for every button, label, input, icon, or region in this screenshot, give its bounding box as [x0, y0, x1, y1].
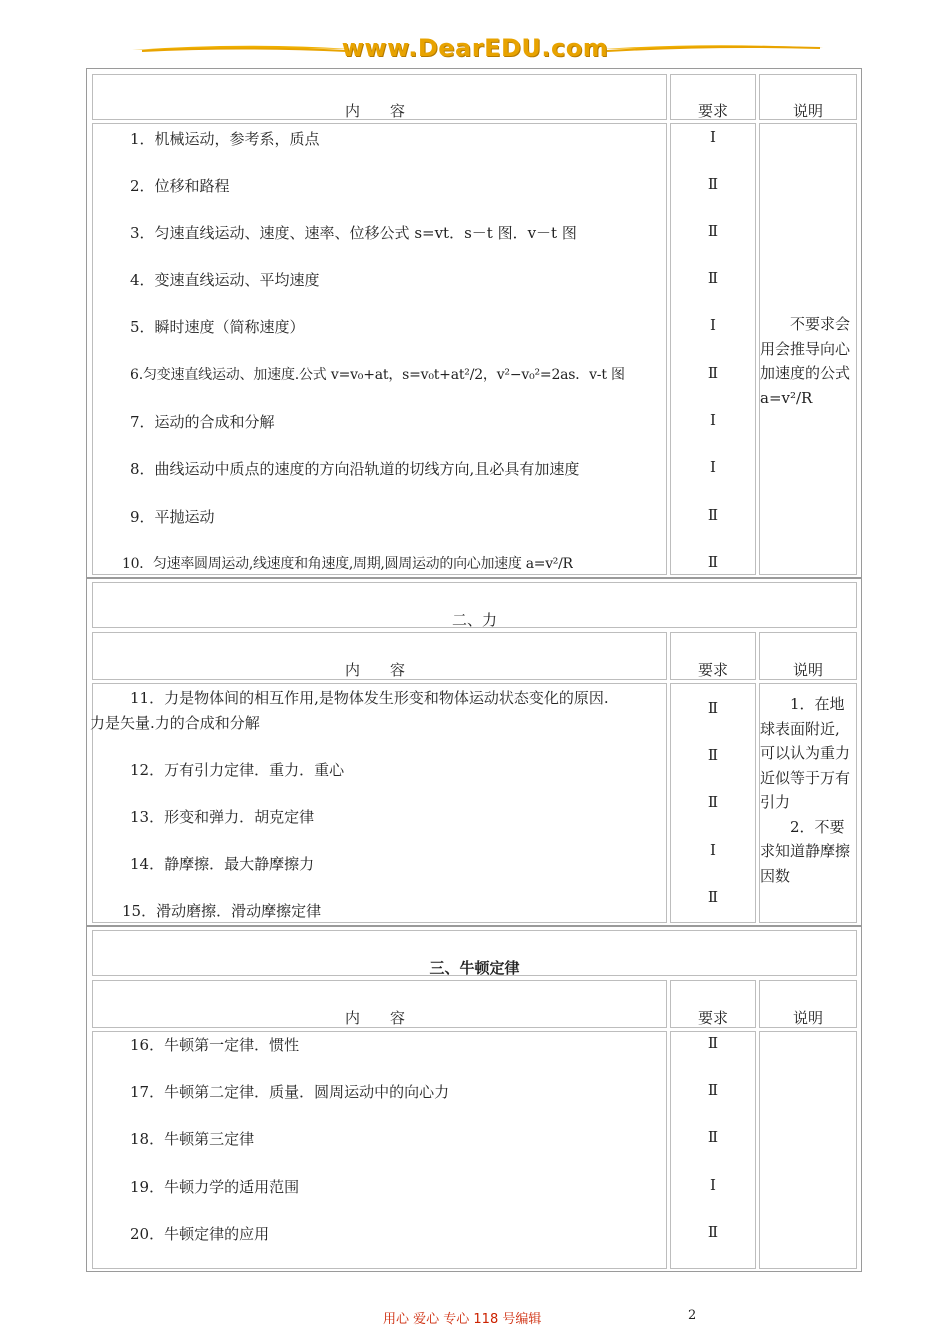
- header-content-cell: [92, 980, 667, 1028]
- list-item: 6.匀变速直线运动、加速度.公式 v=v₀+at，s=v₀t+at²/2，v²−v₀²=2as．v-t 图: [130, 367, 625, 383]
- note-text: [760, 312, 860, 410]
- note-line: 因数: [760, 866, 791, 885]
- requirement-level: Ⅱ: [707, 222, 719, 240]
- requirement-level: Ⅰ: [710, 316, 716, 334]
- requirement-level: Ⅰ: [710, 841, 716, 859]
- list-item: 7．运动的合成和分解: [130, 413, 275, 431]
- header-req-label: 要求: [698, 661, 729, 679]
- list-item: 16．牛顿第一定律．惯性: [130, 1036, 300, 1054]
- header-req-label: 要求: [698, 102, 729, 120]
- note-line: 用会推导向心: [760, 339, 851, 358]
- note-text: [760, 692, 862, 888]
- page-number: 2: [688, 1308, 697, 1323]
- header-req-cell: [670, 74, 756, 120]
- section-title: 二、力: [451, 611, 497, 629]
- note-line: 1．在地: [760, 695, 845, 713]
- list-item: 2．位移和路程: [130, 177, 230, 195]
- list-item: 19．牛顿力学的适用范围: [130, 1178, 300, 1196]
- requirement-level: Ⅱ: [707, 1223, 719, 1241]
- note-line: 球表面附近,: [760, 719, 840, 738]
- note-cell: [759, 1031, 857, 1269]
- section-title-cell: [92, 582, 857, 628]
- list-item: 12．万有引力定律．重力．重心: [130, 761, 345, 779]
- list-item: 5．瞬时速度（简称速度）: [130, 318, 305, 336]
- requirement-level: Ⅰ: [710, 411, 716, 429]
- requirement-level: Ⅱ: [707, 364, 719, 382]
- list-item: 15．滑动磨擦．滑动摩擦定律: [122, 902, 322, 920]
- list-item: 17．牛顿第二定律．质量．圆周运动中的向心力: [130, 1083, 450, 1101]
- list-item: 18．牛顿第三定律: [130, 1130, 255, 1148]
- header-note-cell: [759, 980, 857, 1028]
- note-line: 近似等于万有: [760, 768, 851, 787]
- note-line: 求知道静摩擦: [760, 842, 851, 860]
- note-line: 加速度的公式: [760, 364, 851, 382]
- note-line: 2．不要: [760, 817, 845, 836]
- list-item-continuation: 力是矢量.力的合成和分解: [90, 714, 260, 732]
- list-item: 1．机械运动，参考系，质点: [130, 130, 320, 148]
- requirement-level: Ⅱ: [707, 793, 719, 811]
- requirement-level: Ⅱ: [707, 1034, 719, 1052]
- requirement-level: Ⅱ: [707, 269, 719, 287]
- list-item: 9．平抛运动: [130, 508, 215, 526]
- list-item: 14．静摩擦．最大静摩擦力: [130, 855, 315, 873]
- list-item: 8．曲线运动中质点的速度的方向沿轨道的切线方向,且必具有加速度: [130, 460, 580, 478]
- note-line: 可以认为重力: [760, 744, 851, 762]
- list-item: 13．形变和弹力．胡克定律: [130, 808, 315, 826]
- note-line: 不要求会: [760, 315, 851, 333]
- requirement-level: Ⅱ: [707, 506, 719, 524]
- header-note-label: 说明: [793, 1009, 824, 1027]
- list-item: 4．变速直线运动、平均速度: [130, 271, 320, 289]
- header-content-label: 内 容: [345, 102, 406, 120]
- note-line: a=v²/R: [760, 388, 813, 407]
- requirement-level: Ⅱ: [707, 175, 719, 193]
- header-note-cell: [759, 632, 857, 680]
- header-req-label: 要求: [698, 1009, 729, 1027]
- header-content-label: 内 容: [345, 1009, 406, 1027]
- header-req-cell: [670, 980, 756, 1028]
- requirement-level: Ⅰ: [710, 1176, 716, 1194]
- list-item: 10．匀速率圆周运动,线速度和角速度,周期,圆周运动的向心加速度 a=v²/R: [122, 556, 573, 572]
- section-title-cell: [92, 930, 857, 976]
- swoosh-right-decoration: [602, 42, 824, 56]
- header-content-label: 内 容: [345, 661, 406, 679]
- editor-credit: 用心 爱心 专心 118 号编辑: [383, 1312, 542, 1327]
- header-content-cell: [92, 74, 667, 120]
- list-item: 3．匀速直线运动、速度、速率、位移公式 s=vt．s－t 图．v－t 图: [130, 224, 577, 242]
- requirement-level: Ⅰ: [710, 128, 716, 146]
- requirement-level: Ⅱ: [707, 888, 719, 906]
- requirement-level: Ⅱ: [707, 746, 719, 764]
- header-content-cell: [92, 632, 667, 680]
- header-note-label: 说明: [793, 661, 824, 679]
- requirement-level: Ⅱ: [707, 1128, 719, 1146]
- header-note-cell: [759, 74, 857, 120]
- requirement-level: Ⅱ: [707, 553, 719, 571]
- note-line: 引力: [760, 793, 791, 811]
- requirement-level: Ⅰ: [710, 458, 716, 476]
- list-item: 11．力是物体间的相互作用,是物体发生形变和物体运动状态变化的原因.: [130, 689, 609, 707]
- section-title: 三、牛顿定律: [429, 959, 520, 977]
- brand-logo-text: www.DearEDU.com: [341, 34, 609, 62]
- header-req-cell: [670, 632, 756, 680]
- requirement-level: Ⅱ: [707, 699, 719, 717]
- header-note-label: 说明: [793, 102, 824, 120]
- list-item: 20．牛顿定律的应用: [130, 1225, 270, 1243]
- requirement-level: Ⅱ: [707, 1081, 719, 1099]
